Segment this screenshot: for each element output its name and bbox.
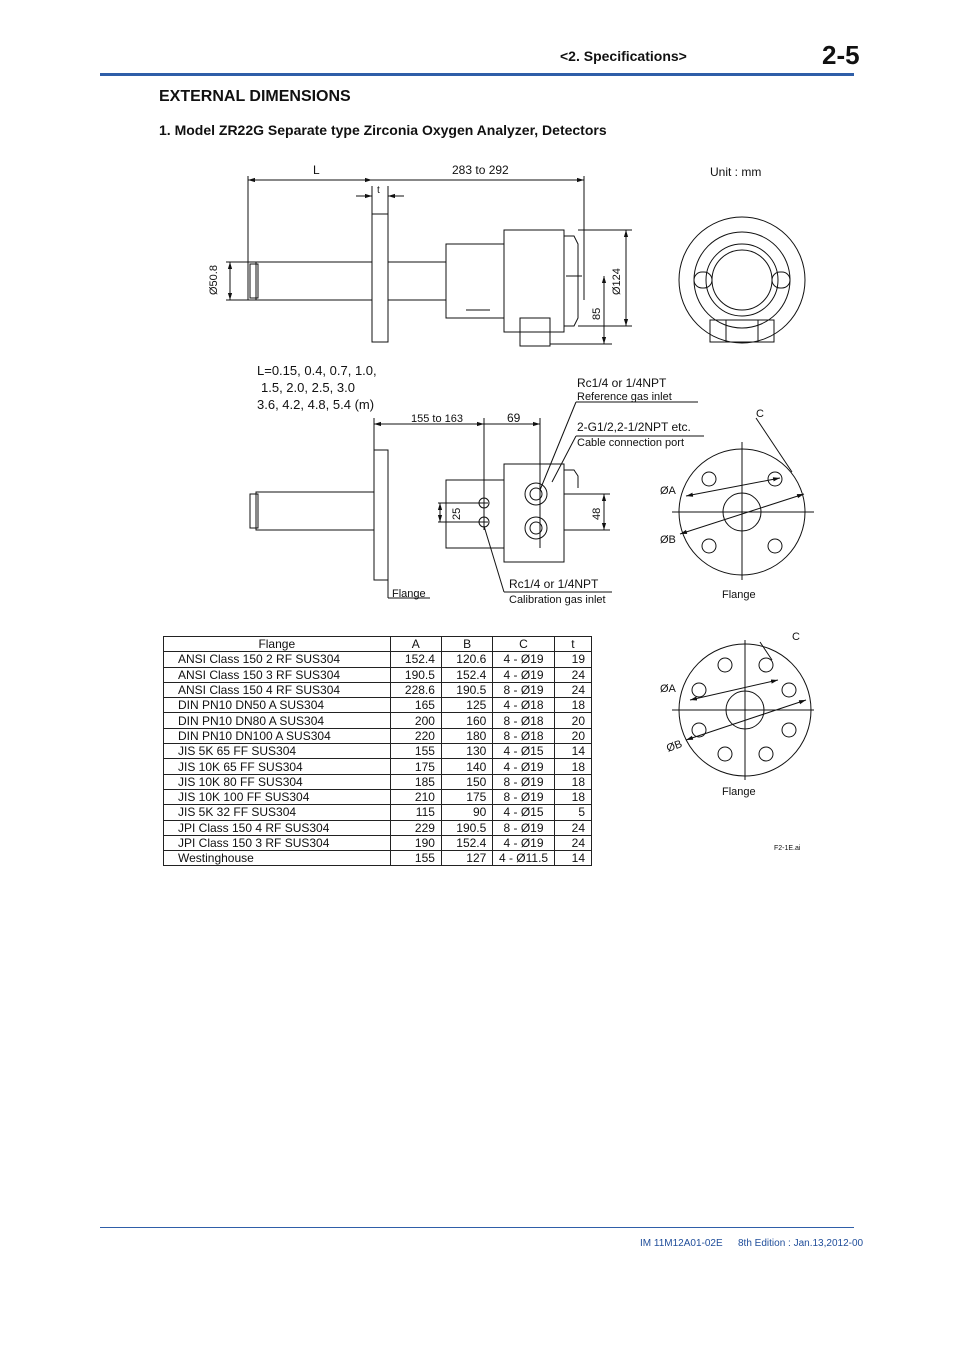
label-B-mid: ØB — [660, 534, 676, 546]
footer-rule — [100, 1227, 854, 1228]
footer-doc-id: IM 11M12A01-02E — [640, 1238, 723, 1249]
table-cell: 8 - Ø18 — [493, 728, 554, 743]
table-cell: 127 — [441, 851, 492, 866]
cal-port-desc: Calibration gas inlet — [509, 594, 606, 606]
table-cell: 24 — [554, 667, 591, 682]
table-row — [164, 774, 592, 789]
figure-id: F2-1E.ai — [774, 845, 801, 852]
L-values-line-2: 1.5, 2.0, 2.5, 3.0 — [261, 380, 355, 395]
table-cell: 4 - Ø18 — [493, 698, 554, 713]
table-cell: 4 - Ø15 — [493, 805, 554, 820]
dim-155-label: 155 to 163 — [411, 413, 463, 425]
table-cell: 152.4 — [441, 667, 492, 682]
table-cell: 4 - Ø15 — [493, 744, 554, 759]
table-cell: 24 — [554, 820, 591, 835]
table-cell: 190.5 — [441, 820, 492, 835]
table-cell: 18 — [554, 698, 591, 713]
table-cell: 115 — [390, 805, 441, 820]
cal-port-label: Rc1/4 or 1/4NPT — [509, 577, 599, 591]
unit-label: Unit : mm — [710, 165, 762, 179]
table-cell: ANSI Class 150 3 RF SUS304 — [164, 667, 391, 682]
dim-L-label: L — [313, 163, 320, 177]
table-cell: ANSI Class 150 4 RF SUS304 — [164, 682, 391, 697]
table-body — [164, 652, 592, 866]
table-cell: JPI Class 150 4 RF SUS304 — [164, 820, 391, 835]
dim-25-label: 25 — [451, 507, 463, 520]
table-header-row — [164, 637, 592, 652]
table-cell: 220 — [390, 728, 441, 743]
flange-label-bottom: Flange — [722, 786, 756, 798]
col-header-flange: Flange — [164, 637, 391, 652]
table-row — [164, 698, 592, 713]
table-cell: ANSI Class 150 2 RF SUS304 — [164, 652, 391, 667]
table-cell: 8 - Ø19 — [493, 682, 554, 697]
table-row — [164, 835, 592, 850]
table-cell: JIS 10K 100 FF SUS304 — [164, 789, 391, 804]
L-values-line-3: 3.6, 4.2, 4.8, 5.4 (m) — [257, 397, 375, 412]
col-header-t: t — [554, 637, 591, 652]
table-cell: 4 - Ø19 — [493, 759, 554, 774]
table-cell: 210 — [390, 789, 441, 804]
table-cell: 228.6 — [390, 682, 441, 697]
table-cell: 14 — [554, 744, 591, 759]
table-cell: DIN PN10 DN100 A SUS304 — [164, 728, 391, 743]
table-cell: 152.4 — [441, 835, 492, 850]
table-cell: 5 — [554, 805, 591, 820]
table-row — [164, 851, 592, 866]
dim-48-label: 48 — [591, 507, 603, 520]
section-header: <2. Specifications> — [560, 48, 687, 64]
cable-port-label: 2-G1/2,2-1/2NPT etc. — [577, 420, 691, 434]
table-row — [164, 744, 592, 759]
table-cell: 4 - Ø19 — [493, 835, 554, 850]
table-cell: 125 — [441, 698, 492, 713]
figure-subtitle: 1. Model ZR22G Separate type Zirconia Oxygen Analyzer, Detectors — [159, 122, 607, 138]
table-cell: 8 - Ø19 — [493, 820, 554, 835]
table-cell: 8 - Ø18 — [493, 713, 554, 728]
table-cell: 4 - Ø11.5 — [493, 851, 554, 866]
table-cell: JIS 10K 80 FF SUS304 — [164, 774, 391, 789]
dia-50-label: Ø50.8 — [208, 265, 220, 295]
table-row — [164, 805, 592, 820]
table-row — [164, 789, 592, 804]
page-number: 2-5 — [822, 40, 860, 70]
flange-label-side: Flange — [392, 588, 426, 600]
table-cell: JPI Class 150 3 RF SUS304 — [164, 835, 391, 850]
col-header-a: A — [390, 637, 441, 652]
table-cell: 229 — [390, 820, 441, 835]
table-cell: 175 — [390, 759, 441, 774]
table-row — [164, 667, 592, 682]
table-cell: 160 — [441, 713, 492, 728]
col-header-c: C — [493, 637, 554, 652]
table-cell: 18 — [554, 789, 591, 804]
table-cell: 18 — [554, 759, 591, 774]
label-A-bottom: ØA — [660, 683, 676, 695]
dim-69-label: 69 — [507, 411, 521, 425]
ref-port-label: Rc1/4 or 1/4NPT — [577, 376, 667, 390]
table-cell: 130 — [441, 744, 492, 759]
table-cell: JIS 10K 65 FF SUS304 — [164, 759, 391, 774]
table-cell: 165 — [390, 698, 441, 713]
table-cell: JIS 5K 32 FF SUS304 — [164, 805, 391, 820]
table-cell: 14 — [554, 851, 591, 866]
table-cell: 200 — [390, 713, 441, 728]
table-row — [164, 820, 592, 835]
cable-port-desc: Cable connection port — [577, 437, 685, 449]
flange-label-mid: Flange — [722, 589, 756, 601]
table-cell: 24 — [554, 835, 591, 850]
table-row — [164, 713, 592, 728]
table-cell: 4 - Ø19 — [493, 667, 554, 682]
table-cell: 152.4 — [390, 652, 441, 667]
table-cell: 24 — [554, 682, 591, 697]
dim-t-label: t — [377, 185, 380, 196]
table-cell: 155 — [390, 744, 441, 759]
table-cell: 140 — [441, 759, 492, 774]
dia-124-label: Ø124 — [611, 268, 623, 295]
label-A-mid: ØA — [660, 485, 676, 497]
table-cell: 90 — [441, 805, 492, 820]
table-cell: 20 — [554, 728, 591, 743]
L-values-line-1: L=0.15, 0.4, 0.7, 1.0, — [257, 363, 377, 378]
table-cell: 18 — [554, 774, 591, 789]
dim-85-label: 85 — [591, 307, 603, 320]
table-row — [164, 682, 592, 697]
table-cell: 180 — [441, 728, 492, 743]
table-cell: 8 - Ø19 — [493, 774, 554, 789]
flange-dimension-table — [163, 636, 592, 866]
table-cell: 4 - Ø19 — [493, 652, 554, 667]
table-cell: 155 — [390, 851, 441, 866]
table-cell: 150 — [441, 774, 492, 789]
table-cell: 190.5 — [441, 682, 492, 697]
table-cell: 120.6 — [441, 652, 492, 667]
table-cell: 20 — [554, 713, 591, 728]
ref-port-desc: Reference gas inlet — [577, 391, 672, 403]
table-row — [164, 759, 592, 774]
table-cell: 19 — [554, 652, 591, 667]
table-cell: 185 — [390, 774, 441, 789]
table-cell: 8 - Ø19 — [493, 789, 554, 804]
page-title: EXTERNAL DIMENSIONS — [159, 88, 351, 105]
table-cell: DIN PN10 DN50 A SUS304 — [164, 698, 391, 713]
label-C-mid: C — [756, 408, 764, 420]
footer-edition: 8th Edition : Jan.13,2012-00 — [738, 1238, 864, 1249]
table-row — [164, 728, 592, 743]
table-cell: Westinghouse — [164, 851, 391, 866]
table-cell: 190 — [390, 835, 441, 850]
dim-length-label: 283 to 292 — [452, 163, 509, 177]
table-row — [164, 652, 592, 667]
col-header-b: B — [441, 637, 492, 652]
label-C-bottom: C — [792, 631, 800, 643]
table-cell: DIN PN10 DN80 A SUS304 — [164, 713, 391, 728]
table-cell: 175 — [441, 789, 492, 804]
label-B-bottom: ØB — [664, 738, 684, 755]
table-cell: JIS 5K 65 FF SUS304 — [164, 744, 391, 759]
table-cell: 190.5 — [390, 667, 441, 682]
